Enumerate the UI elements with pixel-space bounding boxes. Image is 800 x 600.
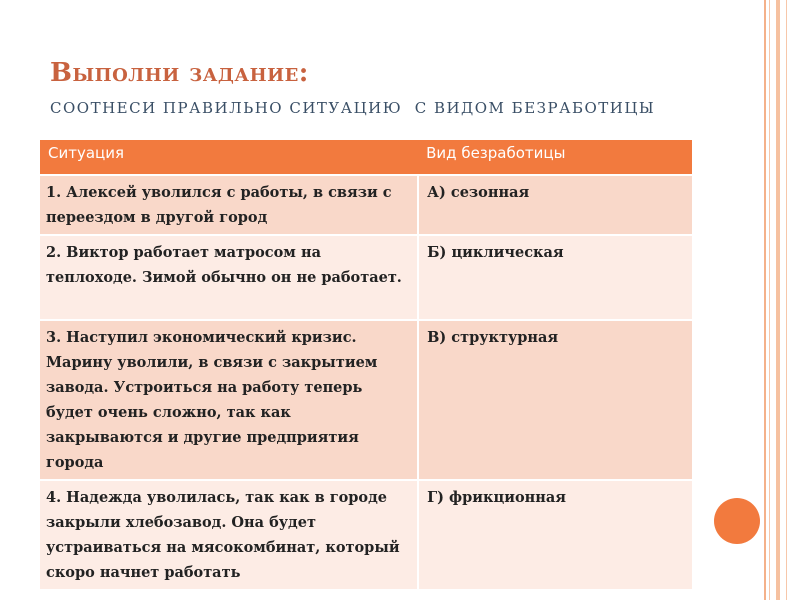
slide-title: Выполни задание:	[50, 58, 309, 88]
header-situation: Ситуация	[40, 140, 418, 175]
decorative-stripe	[764, 0, 766, 600]
table-row	[40, 480, 692, 589]
table-row	[40, 175, 692, 235]
table-header-row	[40, 140, 692, 175]
table-row	[40, 235, 692, 320]
decorative-stripe	[769, 0, 770, 600]
slide-subtitle: СООТНЕСИ ПРАВИЛЬНО СИТУАЦИЮ С ВИДОМ БЕЗРАБОТИЦЫ	[50, 99, 656, 117]
table-row	[40, 320, 692, 480]
situation-cell: 1. Алексей уволился с работы, в связи с переездом в другой город	[40, 175, 418, 235]
situation-cell: 3. Наступил экономический кризис. Марину уволили, в связи с закрытием завода. Устроиться на работу теперь будет очень сложно, так как закрываются и другие предприятия города	[40, 320, 418, 480]
situation-cell: 4. Надежда уволилась, так как в городе закрыли хлебозавод. Она будет устраиваться на мясокомбинат, который скоро начнет работать	[40, 480, 418, 589]
matching-table	[40, 140, 692, 589]
type-cell: В) структурная	[418, 320, 692, 480]
decorative-stripe	[776, 0, 780, 600]
situation-cell: 2. Виктор работает матросом на теплоходе. Зимой обычно он не работает.	[40, 235, 418, 320]
type-cell: А) сезонная	[418, 175, 692, 235]
header-unemployment-type: Вид безработицы	[418, 140, 692, 175]
type-cell: Г) фрикционная	[418, 480, 692, 589]
type-cell: Б) циклическая	[418, 235, 692, 320]
decorative-stripe	[786, 0, 787, 600]
decorative-circle	[714, 498, 760, 544]
